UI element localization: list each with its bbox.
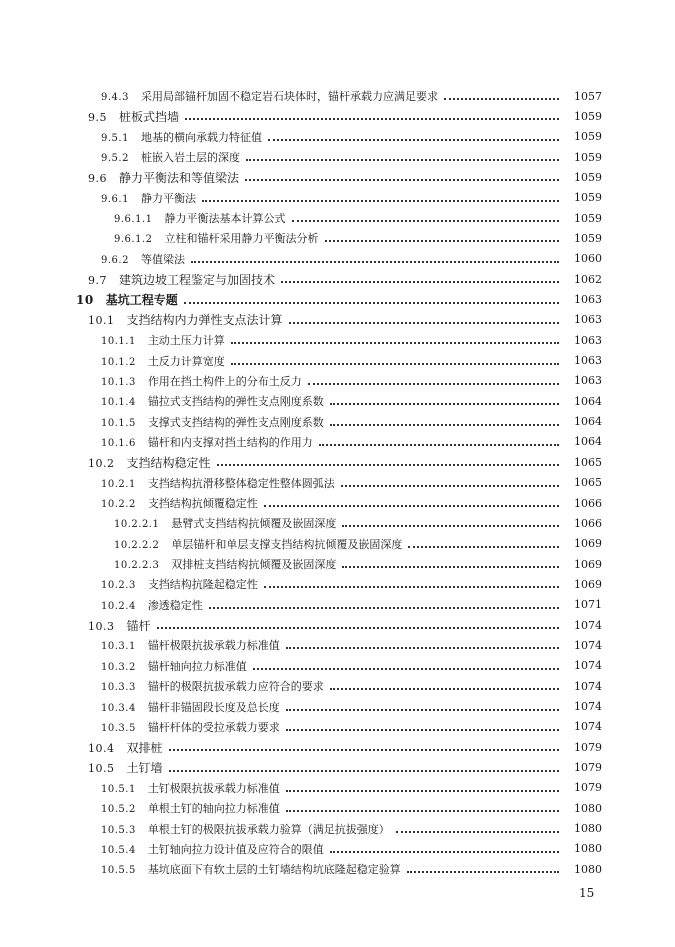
toc-entry-number: 9.5: [88, 110, 107, 124]
toc-entry: [0, 391, 675, 411]
toc-entry: [0, 269, 675, 289]
toc-entry-number: 10.5.3: [101, 824, 136, 836]
dot-leader: [330, 403, 559, 405]
toc-entry-title: 支撑式支挡结构的弹性支点刚度系数: [147, 415, 324, 429]
toc-entry-label: [101, 495, 258, 511]
toc-entry-number: 10.5: [88, 762, 115, 776]
toc-entry: [0, 290, 675, 310]
toc-entry-number: 10: [76, 293, 94, 307]
toc-entry-label: [101, 841, 324, 857]
toc-entry: [0, 574, 675, 594]
toc-entry-page: 1057: [574, 89, 602, 103]
toc-entry-title: 单根土钉的极限抗拔承载力验算（满足抗拔强度）: [147, 822, 390, 836]
toc-entry-title: 等值梁法: [140, 252, 185, 266]
dot-leader: [253, 668, 559, 670]
toc-entry-number: 10.2.2.1: [114, 519, 160, 531]
toc-entry: [0, 635, 675, 655]
toc-entry: [0, 839, 675, 859]
toc-entry-title: 锚杆非锚固段长度及总长度: [147, 700, 280, 714]
dot-leader: [286, 790, 559, 792]
toc-entry-label: [101, 332, 225, 348]
toc-entry-page: 1074: [574, 720, 602, 734]
toc-entry-page: 1065: [574, 455, 602, 469]
toc-entry-title: 锚杆杆体的受拉承载力要求: [147, 720, 280, 734]
toc-entry-label: [114, 556, 336, 572]
toc-entry: [0, 147, 675, 167]
toc-entry-page: 1059: [574, 170, 602, 184]
toc-entry-number: 10.2.2.2: [114, 539, 160, 551]
toc-entry-page: 1059: [574, 231, 602, 245]
toc-entry-title: 支挡结构抗隆起稳定性: [147, 578, 258, 592]
toc-entry-label: [101, 678, 324, 694]
toc-entry-label: [114, 536, 402, 552]
toc-entry-title: 土反力计算宽度: [147, 354, 225, 368]
toc-entry-page: 1059: [574, 109, 602, 123]
toc-entry-number: 10.3.2: [101, 661, 136, 673]
dot-leader: [231, 342, 559, 344]
toc-entry-number: 9.5.2: [101, 153, 129, 165]
toc-entry: [0, 656, 675, 676]
toc-entry-label: [88, 759, 163, 776]
dot-leader: [308, 383, 559, 385]
toc-entry: [0, 310, 675, 330]
toc-entry-number: 9.6.1: [101, 193, 129, 205]
toc-entry-page: 1074: [574, 618, 602, 632]
dot-leader: [286, 709, 559, 711]
dot-leader: [286, 729, 559, 731]
dot-leader: [184, 302, 559, 304]
toc-entry-page: 1074: [574, 700, 602, 713]
toc-entry-page: 1063: [574, 354, 602, 368]
toc-entry-number: 10.2.4: [101, 600, 136, 612]
toc-entry-title: 静力平衡法: [140, 191, 196, 205]
toc-entry-label: [88, 271, 275, 288]
toc-entry-label: [88, 454, 211, 471]
toc-entry-number: 10.2.2.3: [114, 560, 160, 572]
toc-entry: [0, 86, 675, 106]
toc-entry-page: 1062: [574, 272, 602, 286]
toc-entry-label: [101, 251, 185, 267]
toc-entry-title: 建筑边坡工程鉴定与加固技术: [119, 272, 276, 287]
toc-entry-number: 9.4.3: [101, 92, 129, 103]
dot-leader: [185, 118, 559, 120]
toc-entry-title: 基坑工程专题: [105, 293, 178, 307]
toc-entry-label: [101, 780, 280, 796]
dot-leader: [286, 647, 559, 649]
toc-entry: [0, 798, 675, 818]
dot-leader: [209, 607, 559, 609]
toc-entry: [0, 228, 675, 248]
toc-entry-label: [101, 658, 247, 674]
toc-entry: [0, 676, 675, 696]
toc-entry: [0, 737, 675, 757]
toc-entry: [0, 819, 675, 839]
toc-entry: [0, 697, 675, 717]
dot-leader: [330, 851, 559, 853]
toc-entry-number: 9.6.1.2: [114, 234, 153, 246]
dot-leader: [444, 98, 559, 100]
toc-entry-number: 10.2.3: [101, 580, 136, 592]
toc-entry-page: 1066: [574, 496, 602, 510]
toc-entry: [0, 859, 675, 879]
toc-entry-page: 1064: [574, 435, 602, 449]
toc-entry-title: 单层锚杆和单层支撑支挡结构抗倾覆及嵌固深度: [171, 537, 403, 551]
dot-leader: [408, 546, 559, 548]
toc-entry-label: [101, 637, 280, 653]
toc-entry-label: [114, 515, 336, 531]
toc-entry: [0, 351, 675, 371]
toc-entry-title: 锚拉式支挡结构的弹性支点刚度系数: [147, 395, 324, 409]
toc-entry-label: [101, 597, 203, 613]
toc-entry-title: 基坑底面下有软土层的土钉墙结构坑底隆起稳定验算: [147, 863, 401, 877]
toc-entry-label: [101, 576, 258, 592]
dot-leader: [157, 627, 559, 629]
toc-entry-page: 1069: [574, 557, 602, 571]
dot-leader: [281, 281, 559, 283]
toc-entry-number: 9.6: [88, 171, 107, 185]
toc-entry-label: [101, 190, 196, 206]
toc-entry-page: 1064: [574, 415, 602, 429]
toc-entry-page: 1079: [574, 781, 602, 795]
toc-entry-label: [101, 861, 401, 877]
toc-entry-title: 渗透稳定性: [147, 598, 203, 612]
page-number: 15: [579, 886, 595, 900]
toc-entry-page: 1080: [574, 842, 602, 856]
toc-entry-number: 10.3.3: [101, 682, 136, 694]
toc-entry: [0, 554, 675, 574]
toc-entry-title: 作用在挡土构件上的分布土反力: [147, 374, 302, 388]
toc-entry-page: 1059: [574, 211, 602, 225]
dot-leader: [292, 220, 560, 222]
dot-leader: [264, 586, 559, 588]
dot-leader: [330, 424, 559, 426]
toc-entry-number: 10.1.4: [101, 397, 136, 409]
toc-entry-title: 立柱和锚杆采用静力平衡法分析: [164, 232, 319, 246]
toc-entry: [0, 473, 675, 493]
toc-entry: [0, 595, 675, 615]
toc-entry-label: [88, 739, 163, 756]
toc-entry-label: [101, 475, 335, 491]
dot-leader: [268, 139, 559, 141]
toc-entry: [0, 493, 675, 513]
toc-entry-page: 1079: [574, 740, 602, 754]
toc-entry-page: 1080: [574, 801, 602, 815]
toc-entry: [0, 615, 675, 635]
toc-entry-title: 桩板式挡墙: [119, 109, 180, 124]
toc-entry-number: 10.1.5: [101, 417, 136, 429]
toc-entry-number: 9.6.2: [101, 254, 129, 266]
toc-entry-title: 支挡结构抗滑移整体稳定性整体圆弧法: [147, 476, 335, 490]
dot-leader: [330, 688, 559, 690]
toc-entry-page: 1074: [574, 659, 602, 673]
toc-entry: [0, 330, 675, 350]
toc-entry-title: 双排桩支挡结构抗倾覆及嵌固深度: [171, 558, 337, 572]
toc-entry: [0, 249, 675, 269]
toc-entry: [0, 188, 675, 208]
toc-entry: [0, 758, 675, 778]
toc-entry-page: 1069: [574, 577, 602, 591]
toc-entry-page: 1063: [574, 374, 602, 388]
dot-leader: [286, 810, 559, 812]
toc-entry-page: 1080: [574, 822, 602, 836]
toc-entry-title: 锚杆和内支撑对挡土结构的作用力: [147, 435, 313, 449]
toc-entry-page: 1060: [574, 252, 602, 266]
toc-entry: [0, 534, 675, 554]
toc-entry-label: [101, 353, 225, 369]
toc-entry-number: 10.1.1: [101, 336, 136, 348]
toc-entry-title: 土钉极限抗拔承载力标准值: [147, 781, 280, 795]
toc-entry-label: [101, 149, 240, 165]
toc-entry-page: 1063: [574, 333, 602, 347]
toc-entry-number: 10.4: [88, 741, 115, 755]
toc-entry-number: 10.3: [88, 619, 115, 633]
dot-leader: [191, 261, 559, 263]
toc-entry-page: 1059: [574, 191, 602, 205]
toc-entry-number: 10.3.5: [101, 722, 136, 734]
toc-entry-page: 1063: [574, 313, 602, 327]
toc-entry: [0, 432, 675, 452]
toc-entry-label: [101, 414, 324, 430]
toc-entry-number: 9.6.1.1: [114, 214, 153, 226]
dot-leader: [342, 566, 559, 568]
toc-entry-page: 1069: [574, 537, 602, 551]
toc-entry: [0, 412, 675, 432]
toc-entry-number: 10.1.3: [101, 376, 136, 388]
toc-entry: [0, 371, 675, 391]
toc-entry-number: 10.2.2: [101, 499, 136, 510]
toc-entry-number: 10.3.4: [101, 702, 136, 714]
toc-entry-page: 1066: [574, 516, 602, 530]
dot-leader: [407, 871, 559, 873]
toc-entry-title: 静力平衡法和等值梁法: [119, 170, 240, 185]
toc-entry: [0, 208, 675, 228]
toc-entry-page: 1080: [574, 862, 602, 876]
dot-leader: [396, 831, 559, 833]
toc-entry-page: 1059: [574, 130, 602, 144]
dot-leader: [202, 200, 559, 202]
toc-entry-page: 1064: [574, 394, 602, 408]
toc-entry: [0, 106, 675, 126]
toc-entry-label: [88, 108, 179, 125]
dot-leader: [341, 485, 559, 487]
toc-entry-number: 10.5.4: [101, 844, 136, 856]
toc-entry-page: 1074: [574, 638, 602, 652]
toc-entry-title: 土钉墙: [126, 761, 163, 776]
toc-entry-title: 锚杆的极限抗拔承载力应符合的要求: [147, 680, 324, 694]
toc-entry-number: 10.1.2: [101, 356, 136, 368]
toc-entry-number: 10.2: [88, 456, 115, 470]
toc-entry: [0, 167, 675, 187]
toc-entry-label: [114, 210, 286, 226]
toc-entry-title: 锚杆轴向拉力标准值: [147, 659, 247, 673]
toc-entry-title: 土钉轴向拉力设计值及应符合的限值: [147, 842, 324, 856]
toc-entry-title: 地基的横向承载力特征值: [140, 130, 262, 144]
toc-entry-label: [76, 291, 178, 308]
toc-entry-title: 支挡结构抗倾覆稳定性: [147, 497, 258, 510]
toc-entry-title: 锚杆: [126, 618, 151, 633]
toc-entry-label: [88, 617, 151, 634]
dot-leader: [325, 240, 560, 242]
toc-entry-title: 锚杆极限抗拔承载力标准值: [147, 639, 280, 653]
dot-leader: [289, 322, 559, 324]
toc-entry-page: 1079: [574, 761, 602, 775]
toc-entry-number: 10.2.1: [101, 478, 136, 490]
dot-leader: [169, 770, 559, 772]
toc-entry-label: [101, 699, 280, 715]
toc-entry-label: [101, 434, 313, 450]
dot-leader: [169, 749, 559, 751]
toc-entry: [0, 513, 675, 533]
toc-entry-label: [101, 800, 280, 816]
toc-entry-label: [101, 393, 324, 409]
toc-entry-label: [101, 719, 280, 735]
toc-entry-title: 支挡结构稳定性: [126, 455, 211, 470]
dot-leader: [245, 179, 559, 181]
toc-entry-title: 支挡结构内力弹性支点法计算: [126, 313, 283, 328]
toc-entry: [0, 127, 675, 147]
toc-entry-number: 10.5.1: [101, 783, 136, 795]
toc-entry: [0, 717, 675, 737]
toc-entry-number: 10.1: [88, 314, 115, 328]
toc-entry-page: 1065: [574, 476, 602, 490]
toc-entry-title: 采用局部锚杆加固不稳定岩石块体时，锚杆承载力应满足要求: [140, 90, 438, 103]
toc-entry-label: [101, 88, 438, 104]
toc-entry-title: 悬臂式支挡结构抗倾覆及嵌固深度: [171, 517, 337, 531]
toc-entry-page: 1063: [574, 293, 602, 306]
dot-leader: [342, 525, 559, 527]
toc-entry-title: 单根土钉的轴向拉力标准值: [147, 802, 280, 816]
toc-entry: [0, 778, 675, 798]
toc-entry-label: [114, 230, 319, 246]
dot-leader: [246, 159, 559, 161]
toc-entry-number: 9.7: [88, 273, 107, 287]
dot-leader: [264, 505, 559, 507]
dot-leader: [231, 363, 559, 365]
toc-entry-title: 桩嵌入岩土层的深度: [140, 151, 240, 165]
toc-entry-label: [88, 311, 283, 328]
toc-entry-page: 1059: [574, 150, 602, 164]
toc-entry-number: 10.5.5: [101, 865, 136, 877]
toc-entry-page: 1074: [574, 679, 602, 693]
toc-entry-title: 静力平衡法基本计算公式: [164, 212, 286, 226]
toc-entry-number: 9.5.1: [101, 132, 129, 144]
toc-entry-label: [101, 821, 390, 837]
toc-entry-label: [88, 169, 239, 186]
toc-entry-label: [101, 129, 262, 145]
dot-leader: [319, 444, 559, 446]
toc-entry-title: 双排桩: [126, 740, 163, 755]
toc-entry-title: 主动土压力计算: [147, 334, 225, 348]
dot-leader: [217, 464, 559, 466]
toc-entry-label: [101, 373, 302, 389]
toc-entry-number: 10.3.1: [101, 641, 136, 653]
toc-entry-number: 10.5.2: [101, 804, 136, 816]
toc-entry-page: 1071: [574, 598, 602, 612]
toc-entry-number: 10.1.6: [101, 437, 136, 449]
toc-entry: [0, 452, 675, 472]
